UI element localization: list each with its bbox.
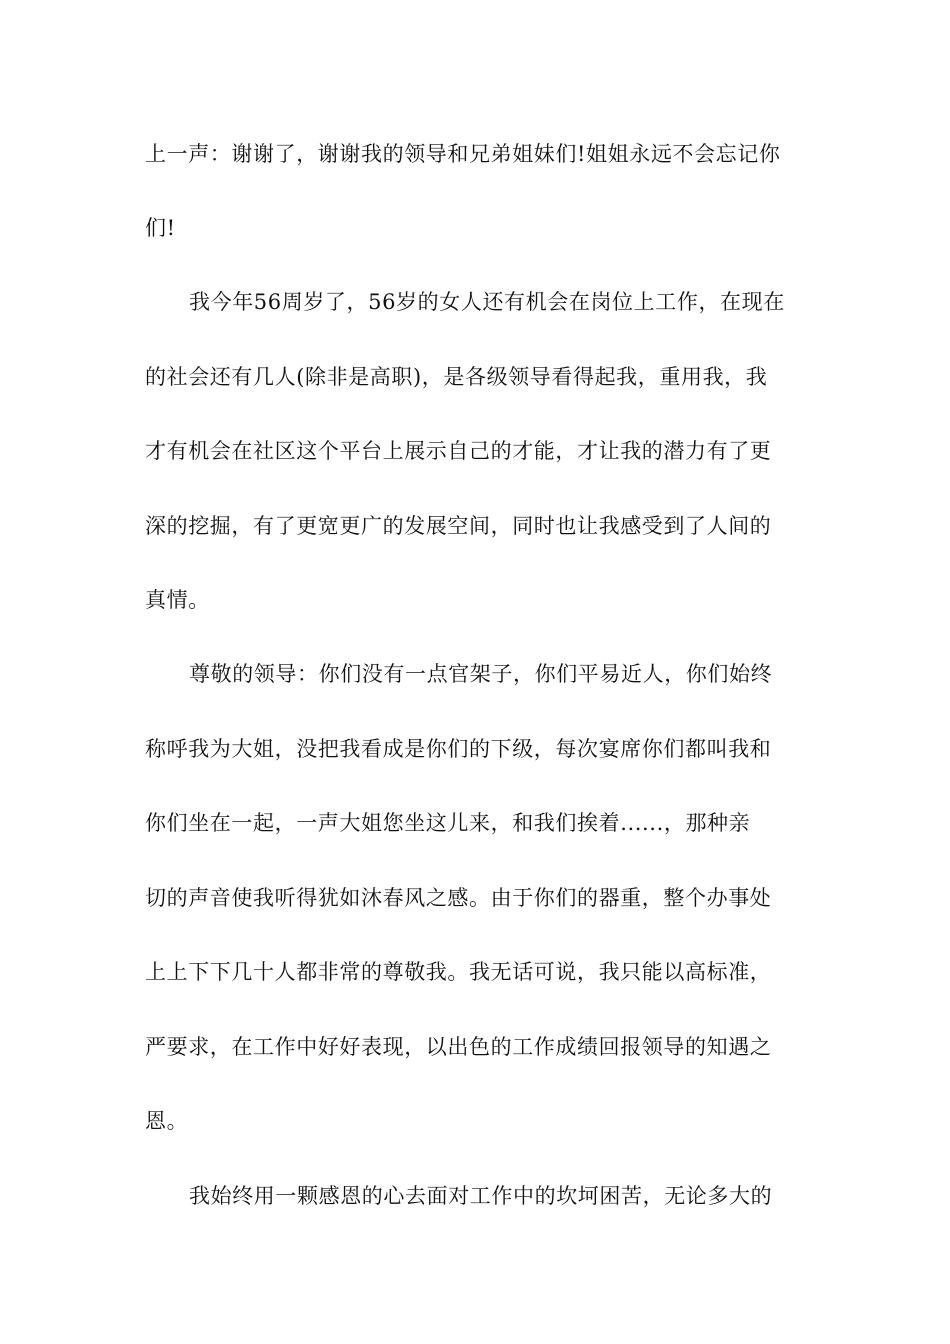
text-line: 上上下下几十人都非常的尊敬我。我无话可说，我只能以高标准， — [145, 960, 772, 984]
paragraph-start-line: 我今年56周岁了，56岁的女人还有机会在岗位上工作，在现在 — [189, 290, 785, 314]
text-line: 的社会还有几人(除非是高职)，是各级领导看得起我，重用我，我 — [145, 365, 768, 389]
text-line: 们! — [145, 216, 176, 240]
text-line: 恩。 — [145, 1109, 189, 1133]
text-line: 称呼我为大姐，没把我看成是你们的下级，每次宴席你们都叫我和 — [145, 737, 772, 761]
text-line: 深的挖掘，有了更宽更广的发展空间，同时也让我感受到了人间的 — [145, 514, 772, 538]
text-line: 上一声：谢谢了，谢谢我的领导和兄弟姐妹们!姐姐永远不会忘记你 — [145, 142, 781, 166]
text-line: 你们坐在一起，一声大姐您坐这儿来，和我们挨着......，那种亲 — [145, 811, 751, 835]
paragraph-start-line: 尊敬的领导：你们没有一点官架子，你们平易近人，你们始终 — [189, 662, 773, 686]
paragraph-start-line: 我始终用一颗感恩的心去面对工作中的坎坷困苦，无论多大的 — [189, 1184, 773, 1208]
text-line: 真情。 — [145, 588, 210, 612]
text-line: 切的声音使我听得犹如沐春风之感。由于你们的器重，整个办事处 — [145, 886, 772, 910]
text-line: 严要求，在工作中好好表现，以出色的工作成绩回报领导的知遇之 — [145, 1035, 772, 1059]
text-line: 才有机会在社区这个平台上展示自己的才能，才让我的潜力有了更 — [145, 439, 772, 463]
